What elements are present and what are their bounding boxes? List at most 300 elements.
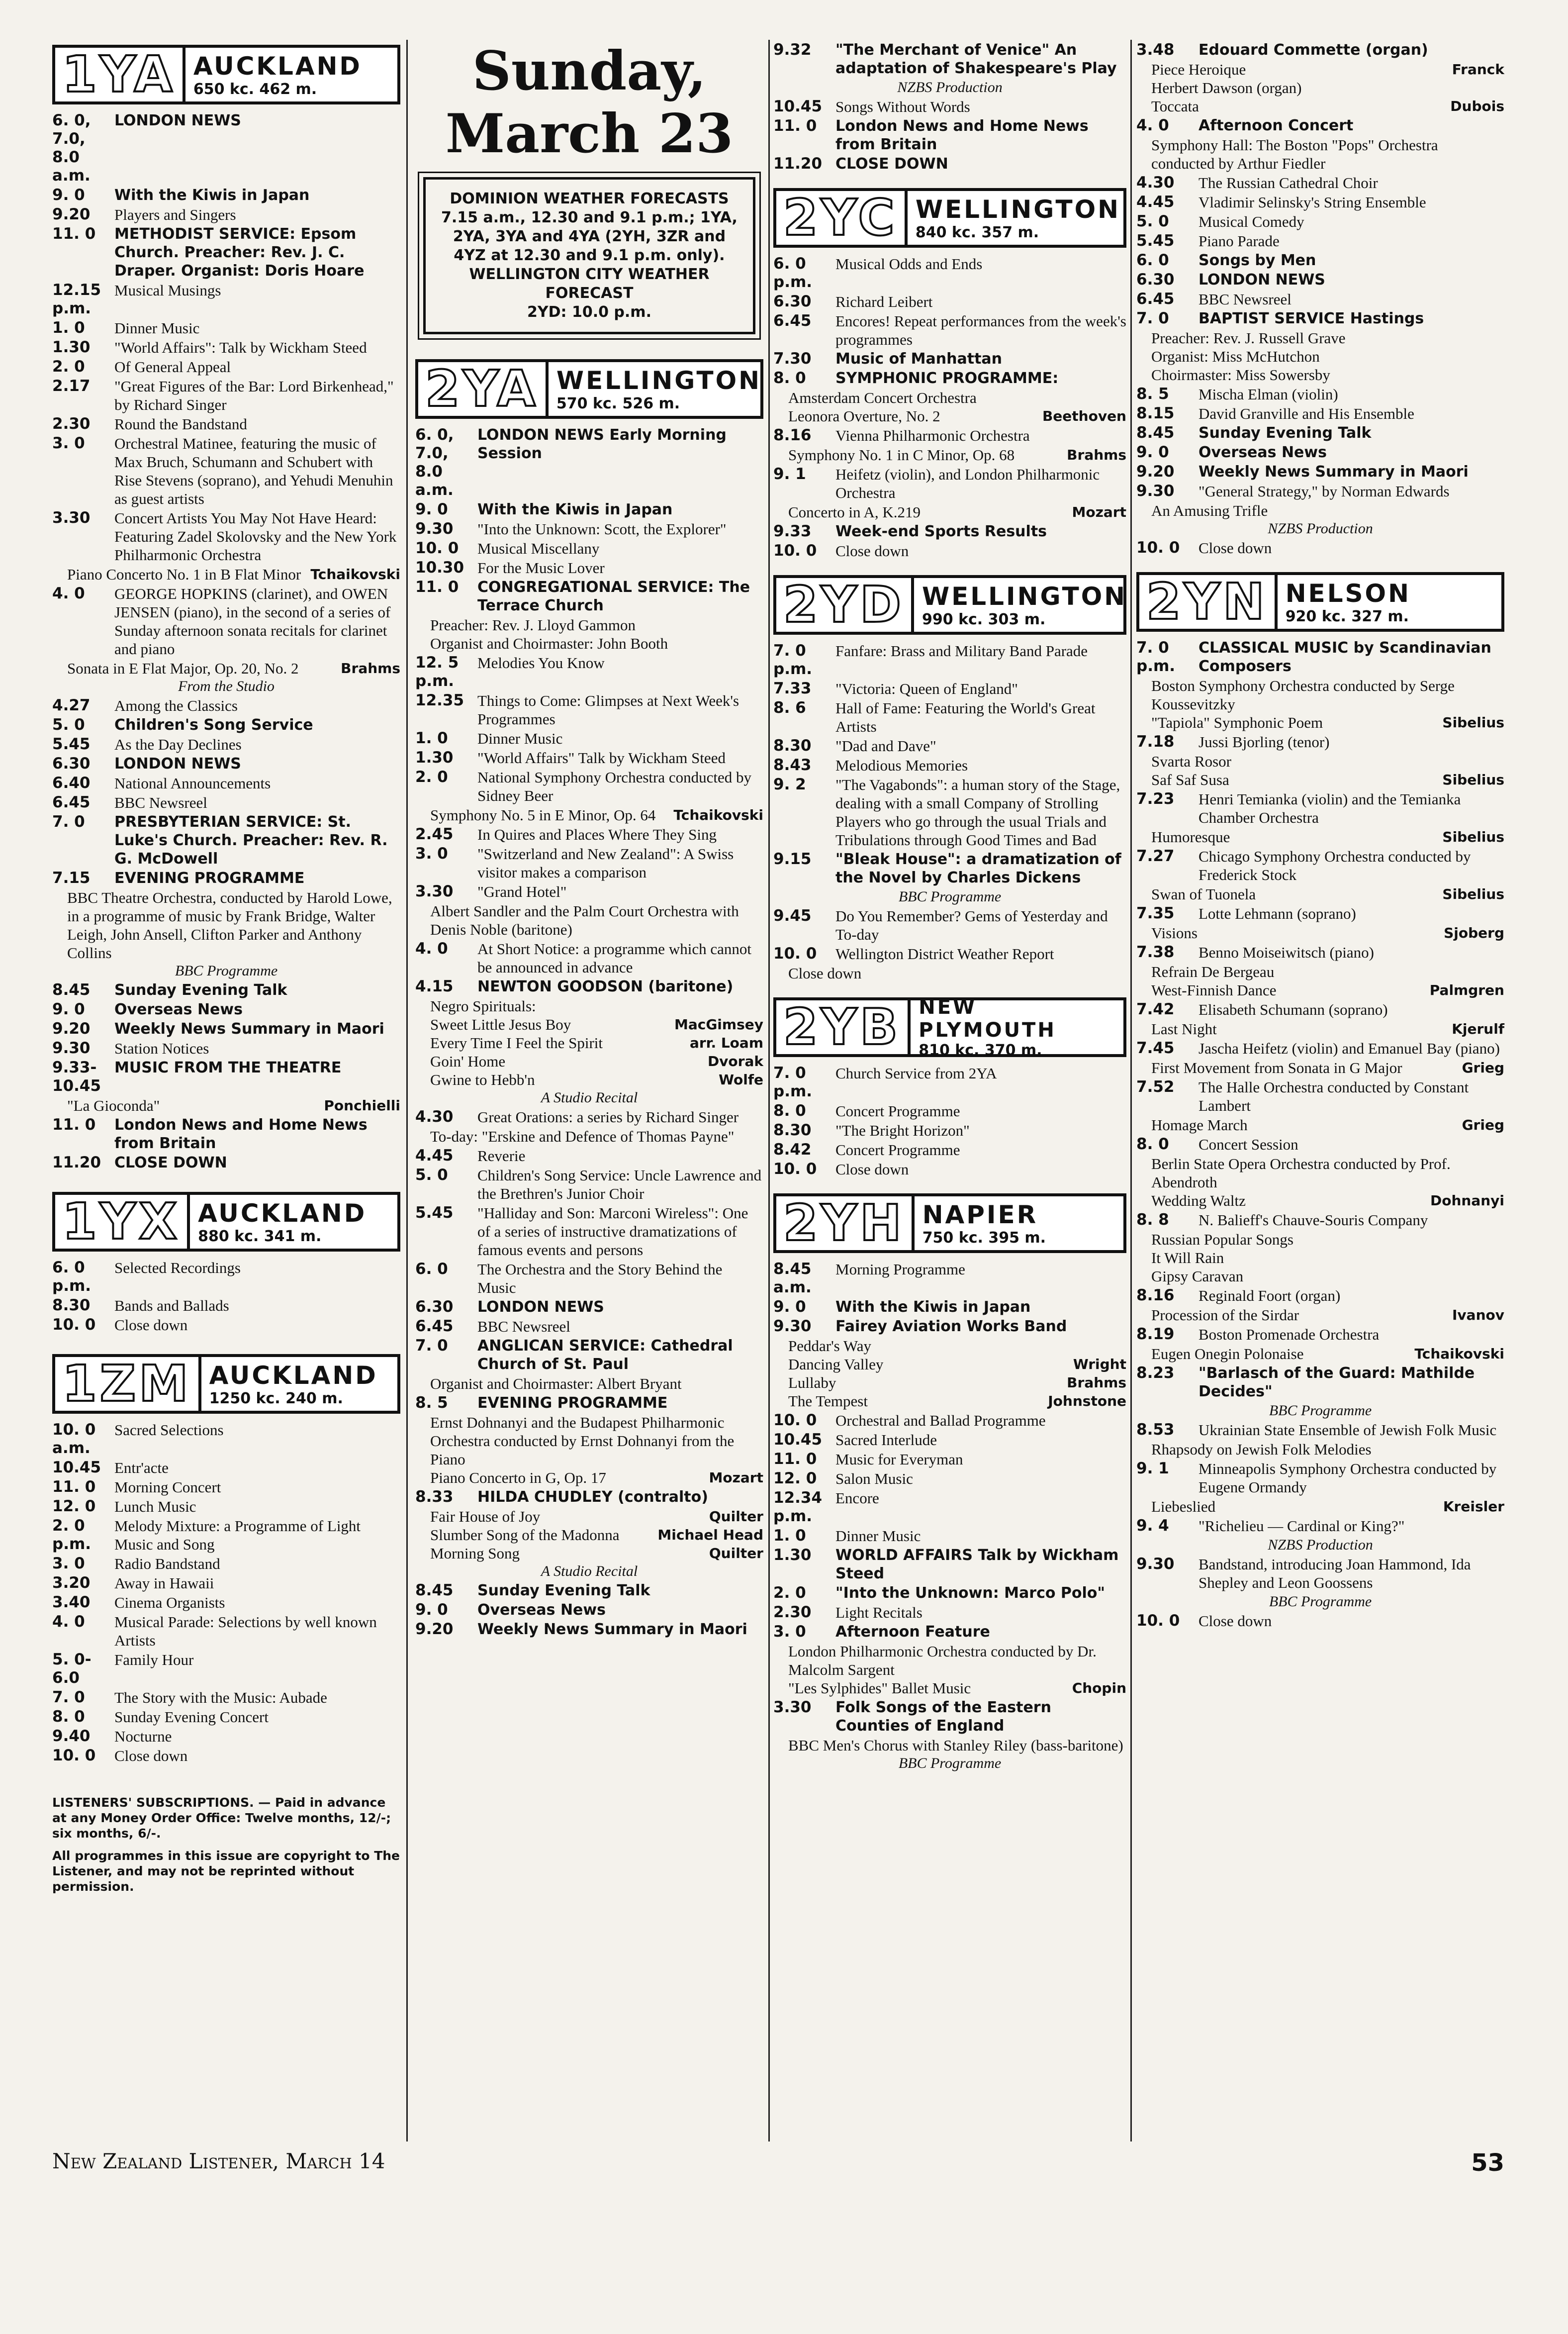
programme-title: Great Orations: a series by Richard Singer (477, 1108, 739, 1126)
programme-entry (773, 1102, 1126, 1120)
work-title: West-Finnish Dance (1151, 981, 1277, 999)
programme-title: "Great Figures of the Bar: Lord Birkenhead," by Richard Singer (114, 378, 394, 413)
programme-entry (52, 1259, 400, 1295)
programme-detail: An Amusing Trifle (1151, 502, 1268, 519)
page-title: Sunday, March 23 (445, 40, 734, 165)
programme-title: Music of Manhattan (835, 350, 1003, 368)
programme-time: 9. 0 (415, 500, 448, 518)
programme-time: 4.30 (1136, 174, 1175, 192)
programme-entry (52, 1593, 400, 1612)
programme-time: 8.30 (773, 1121, 812, 1139)
programme-title: LONDON NEWS (114, 755, 241, 773)
programme-time: 10. 0 (773, 1160, 817, 1178)
programme-entry (773, 465, 1126, 502)
work-title: Concerto in A, K.219 (788, 503, 921, 521)
programme-entry (52, 735, 400, 754)
musical-work (1136, 963, 1504, 981)
programme-time: 9. 2 (773, 776, 806, 793)
programme-time: 7.38 (1136, 943, 1175, 961)
programme-entry (415, 845, 763, 881)
programme-entry (415, 539, 763, 558)
station-header-2ya (415, 359, 763, 419)
programme-title: With the Kiwis in Japan (477, 501, 673, 518)
musical-work (773, 503, 1126, 521)
musical-work (415, 1034, 763, 1052)
programme-entry (415, 578, 763, 615)
work-composer: Sibelius (1442, 886, 1504, 902)
musical-work (52, 565, 400, 584)
production-note: BBC Programme (1269, 1593, 1372, 1610)
work-title: Fair House of Joy (430, 1508, 541, 1525)
programme-entry (415, 559, 763, 577)
musical-work (52, 659, 400, 678)
programme-time: 7. 0 (52, 1688, 85, 1706)
programme-time: 5. 0 (52, 716, 85, 734)
programme-time: 9. 1 (773, 465, 806, 483)
work-composer: Quilter (709, 1545, 763, 1561)
programme-entry (415, 1166, 763, 1203)
programme-time: 8. 5 (1136, 385, 1169, 403)
weather-forecast-box (423, 177, 755, 334)
programme-entry (52, 793, 400, 812)
programme-title: N. Balieff's Chauve-Souris Company (1199, 1211, 1428, 1229)
programme-time: 9.33 (773, 522, 812, 540)
programme-time: 9. 0 (1136, 443, 1169, 461)
programme-entry (415, 729, 763, 748)
programme-entry (415, 1298, 763, 1316)
programme-title: In Quires and Places Where They Sing (477, 826, 717, 843)
programme-title: Sunday Evening Talk (114, 981, 287, 999)
programme-title: Among the Classics (114, 697, 238, 714)
programme-time: 9.40 (52, 1727, 91, 1745)
station-city: NELSON (1285, 579, 1411, 608)
programme-time: 7.30 (773, 350, 812, 368)
programme-time: 1.30 (773, 1546, 812, 1564)
programme-entry (52, 434, 400, 508)
programme-title: WORLD AFFAIRS Talk by Wickham Steed (835, 1547, 1119, 1582)
programme-time: 8. 0 (773, 369, 806, 387)
programme-title: Boston Promenade Orchestra (1199, 1326, 1380, 1343)
station-header-1yx (52, 1192, 400, 1252)
programme-title: "Into the Unknown: Marco Polo" (835, 1584, 1106, 1602)
musical-work (415, 1052, 763, 1070)
programme-title: BBC Newsreel (1199, 291, 1291, 308)
programme-title: "The Bright Horizon" (835, 1122, 970, 1139)
programme-entry (1136, 385, 1504, 403)
programme-entry (1136, 424, 1504, 442)
programme-time: 9.20 (52, 205, 91, 223)
work-composer: Tchaikovski (310, 566, 400, 583)
programme-time: 7. 0 p.m. (773, 1064, 813, 1100)
programme-title: Weekly News Summary in Maori (1199, 463, 1469, 481)
programme-title: BAPTIST SERVICE Hastings (1199, 310, 1424, 327)
programme-title: Close down (1199, 1612, 1272, 1630)
work-title: Goin' Home (430, 1053, 506, 1070)
programme-time: 2. 0 (773, 1584, 806, 1602)
programme-title: "Barlasch of the Guard: Mathilde Decides" (1199, 1364, 1475, 1400)
programme-entry (1136, 232, 1504, 250)
programme-entry (52, 1708, 400, 1726)
programme-entry (773, 850, 1126, 887)
programme-entry (773, 1121, 1126, 1140)
station-callsign: 2YD (776, 578, 914, 632)
programme-entry (415, 882, 763, 901)
programme-entry (415, 768, 763, 805)
musical-work (415, 1070, 763, 1089)
programme-title: Church Service from 2YA (835, 1065, 997, 1082)
schedule-1zm (52, 1421, 400, 1765)
weather-body: 7.15 a.m., 12.30 and 9.1 p.m.; 1YA, 2YA, 3YA and 4YA (2YH, 3ZR and 4YZ at 12.30 and 9.1 p.m. only). (441, 209, 738, 264)
work-title: Saf Saf Susa (1151, 771, 1229, 788)
station-frequency: 570 kc. 526 m. (556, 394, 680, 412)
programme-title: With the Kiwis in Japan (835, 1298, 1031, 1316)
programme-entry (773, 369, 1126, 388)
work-title: Symphony No. 5 in E Minor, Op. 64 (430, 806, 656, 824)
programme-time: 8.42 (773, 1141, 812, 1159)
musical-work (415, 1468, 763, 1487)
programme-time: 5.45 (1136, 232, 1175, 250)
programme-time: 8.15 (1136, 404, 1175, 422)
schedule-2yh (773, 1260, 1126, 1772)
programme-entry (415, 1337, 763, 1373)
musical-work (1136, 1306, 1504, 1324)
programme-entry (415, 940, 763, 976)
programme-entry (773, 155, 1126, 173)
musical-work (415, 1526, 763, 1544)
musical-work (1136, 924, 1504, 942)
station-header-2yc (773, 188, 1126, 248)
column-1 (52, 40, 400, 1894)
programme-entry (1136, 482, 1504, 500)
work-title: Gwine to Hebb'n (430, 1071, 535, 1088)
production-note: BBC Programme (898, 888, 1002, 905)
programme-entry (1136, 251, 1504, 270)
station-frequency: 810 kc. 370 m. (919, 1041, 1042, 1059)
musical-work (1136, 1116, 1504, 1134)
programme-time: 7.33 (773, 680, 812, 697)
programme-title: "Grand Hotel" (477, 883, 567, 900)
work-title: Dancing Valley (788, 1356, 884, 1373)
work-composer: Wolfe (719, 1071, 763, 1088)
programme-time: 5. 0-6.0 (52, 1651, 92, 1687)
programme-title: Jussi Bjorling (tenor) (1199, 733, 1330, 751)
programme-title: The Story with the Music: Aubade (114, 1689, 327, 1706)
musical-work (773, 1337, 1126, 1355)
programme-title: GEORGE HOPKINS (clarinet), and OWEN JENSEN (piano), in the second of a series of Sunday afternoon sonata recitals for clarinet and piano (114, 585, 391, 658)
programme-title: Week-end Sports Results (835, 523, 1047, 540)
programme-entry (1136, 1039, 1504, 1058)
work-composer: Quilter (709, 1508, 763, 1525)
programme-title: Close down (1199, 539, 1272, 557)
programme-time: 9.33-10.45 (52, 1059, 101, 1095)
musical-work (1136, 885, 1504, 903)
programme-title: Weekly News Summary in Maori (114, 1020, 384, 1038)
programme-title: PRESBYTERIAN SERVICE: St. Luke's Church. Preacher: Rev. R. G. McDowell (114, 813, 388, 868)
programme-title: CLOSE DOWN (114, 1154, 227, 1171)
programme-time: 9.30 (52, 1039, 91, 1057)
column-rule (768, 40, 770, 2141)
programme-entry (52, 319, 400, 337)
programme-title: Do You Remember? Gems of Yesterday and To-day (835, 907, 1108, 943)
programme-title: Close down (114, 1747, 188, 1764)
work-title: Piano Concerto in G, Op. 17 (430, 1469, 606, 1486)
programme-title: Concert Artists You May Not Have Heard: Featuring Zadel Skolovsky and the New York Philharmonic Orchestra (114, 509, 397, 564)
programme-detail: Amsterdam Concert Orchestra (788, 389, 977, 406)
programme-title: Musical Miscellany (477, 540, 600, 557)
programme-title: Encore (835, 1489, 879, 1507)
work-composer: Ponchielli (324, 1097, 400, 1114)
programme-title: "World Affairs" Talk by Wickham Steed (477, 749, 726, 767)
programme-title: MUSIC FROM THE THEATRE (114, 1059, 342, 1076)
programme-entry (773, 907, 1126, 944)
programme-time: 10. 0 (415, 539, 459, 557)
musical-work (773, 446, 1126, 464)
station-header-2yb (773, 997, 1126, 1057)
programme-entry (415, 500, 763, 519)
programme-entry (773, 522, 1126, 541)
programme-title: "General Strategy," by Norman Edwards (1199, 483, 1450, 500)
station-callsign: 2YC (776, 191, 908, 245)
programme-time: 1.30 (52, 338, 91, 356)
column-rule (1130, 40, 1132, 2141)
programme-title: "Bleak House": a dramatization of the Novel by Charles Dickens (835, 851, 1121, 886)
programme-time: 9.15 (773, 850, 812, 868)
programme-time: 5. 0 (415, 1166, 448, 1184)
programme-entry (1136, 443, 1504, 462)
programme-entry (773, 1546, 1126, 1583)
programme-time: 10. 0 (1136, 1612, 1180, 1630)
programme-time: 10.30 (415, 559, 464, 577)
programme-title: Lunch Music (114, 1498, 196, 1515)
programme-entry (52, 1574, 400, 1592)
programme-entry (773, 680, 1126, 698)
programme-title: Songs Without Words (835, 98, 970, 115)
programme-time: 12. 0 (52, 1497, 96, 1515)
programme-title: Benno Moiseiwitsch (piano) (1199, 944, 1375, 961)
programme-detail: Organist and Choirmaster: John Booth (430, 635, 668, 652)
programme-title: Children's Song Service: Uncle Lawrence and the Brethren's Junior Choir (477, 1167, 762, 1202)
programme-title: London News and Home News from Britain (114, 1116, 368, 1152)
programme-detail: London Philharmonic Orchestra conducted by Dr. Malcolm Sargent (788, 1643, 1097, 1678)
programme-title: Henri Temianka (violin) and the Temianka Chamber Orchestra (1199, 790, 1461, 826)
work-title: Morning Song (430, 1545, 520, 1562)
musical-work (1136, 1059, 1504, 1077)
programme-time: 11. 0 (773, 117, 817, 135)
musical-work (52, 1096, 400, 1115)
programme-time: 3. 0 (415, 845, 448, 863)
programme-title: ANGLICAN SERVICE: Cathedral Church of St. Paul (477, 1337, 733, 1373)
programme-time: 3.30 (415, 882, 454, 900)
programme-time: 6.30 (773, 292, 812, 310)
programme-detail: Boston Symphony Orchestra conducted by Serge Koussevitzky (1151, 677, 1455, 713)
programme-time: 9.32 (773, 41, 812, 59)
programme-time: 8.30 (773, 737, 812, 755)
programme-detail: Close down (788, 965, 862, 982)
programme-entry (415, 977, 763, 996)
work-title: Symphony No. 1 in C Minor, Op. 68 (788, 446, 1015, 464)
programme-time: 6. 0 p.m. (52, 1259, 92, 1295)
work-title: Humoresque (1151, 828, 1230, 846)
programme-time: 4. 0 (1136, 116, 1169, 134)
programme-time: 10. 0 (52, 1747, 96, 1764)
column-rule (406, 40, 408, 2141)
programme-entry (1136, 733, 1504, 751)
programme-title: London News and Home News from Britain (835, 117, 1089, 153)
programme-entry (1136, 1135, 1504, 1154)
programme-entry (773, 642, 1126, 679)
programme-entry (773, 1527, 1126, 1545)
programme-title: LONDON NEWS Early Morning Session (477, 426, 727, 462)
station-callsign: 2YH (776, 1196, 915, 1250)
programme-detail: Ernst Dohnanyi and the Budapest Philharmonic Orchestra conducted by Ernst Dohnanyi from the Piano (430, 1414, 735, 1468)
programme-detail: Organist: Miss McHutchon (1151, 348, 1320, 365)
programme-entry (1136, 290, 1504, 308)
subscriptions-note: LISTENERS' SUBSCRIPTIONS. — Paid in advance at any Money Order Office: Twelve months, 12/-; six months, 6/-. (52, 1795, 391, 1841)
programme-entry (773, 255, 1126, 292)
programme-entry (415, 1581, 763, 1600)
programme-entry (52, 1517, 400, 1554)
work-title: Leonora Overture, No. 2 (788, 407, 940, 425)
work-title: Sonata in E Flat Major, Op. 20, No. 2 (67, 660, 299, 677)
musical-work (1136, 1191, 1504, 1210)
programme-title: Melodious Memories (835, 757, 968, 774)
programme-entry (773, 1489, 1126, 1526)
programme-title: CONGREGATIONAL SERVICE: The Terrace Church (477, 579, 750, 614)
programme-entry (52, 186, 400, 204)
schedule-1yx (52, 1259, 400, 1334)
programme-time: 7. 0 p.m. (1136, 639, 1176, 675)
musical-work (1136, 828, 1504, 846)
programme-time: 9.30 (1136, 1555, 1175, 1573)
programme-time: 9.30 (1136, 482, 1175, 500)
programme-time: 10.45 (773, 1431, 823, 1449)
programme-time: 9.20 (52, 1020, 91, 1038)
programme-entry (773, 737, 1126, 755)
production-note: A Studio Recital (541, 1563, 638, 1579)
work-title: Refrain De Bergeau (1151, 963, 1275, 980)
programme-time: 10. 0 (773, 1411, 817, 1429)
work-title: "Tapiola" Symphonic Poem (1151, 714, 1323, 731)
work-title: Homage March (1151, 1116, 1248, 1134)
work-composer: Grieg (1462, 1060, 1504, 1076)
programme-entry (1136, 1421, 1504, 1439)
programme-entry (52, 716, 400, 734)
station-callsign: 1YX (55, 1195, 190, 1249)
programme-title: For the Music Lover (477, 559, 605, 577)
programme-entry (52, 981, 400, 999)
programme-time: 10.45 (52, 1459, 101, 1476)
work-composer: Kreisler (1443, 1498, 1504, 1515)
programme-detail: Symphony Hall: The Boston "Pops" Orchestra conducted by Arthur Fiedler (1151, 136, 1438, 172)
programme-entry (52, 1688, 400, 1707)
station-city: NEW PLYMOUTH (919, 995, 1056, 1042)
programme-title: Sunday Evening Concert (114, 1708, 269, 1726)
programme-time: 4.27 (52, 696, 91, 714)
work-composer: Chopin (1072, 1680, 1126, 1696)
musical-work (1136, 752, 1504, 771)
work-composer: Kjerulf (1452, 1021, 1504, 1037)
programme-entry (1136, 212, 1504, 231)
programme-entry (52, 1154, 400, 1172)
programme-title: Mischa Elman (violin) (1199, 386, 1338, 403)
programme-title: Jascha Heifetz (violin) and Emanuel Bay (piano) (1199, 1040, 1500, 1057)
work-title: Slumber Song of the Madonna (430, 1526, 620, 1544)
programme-entry (1136, 463, 1504, 481)
programme-title: Concert Session (1199, 1136, 1298, 1153)
programme-entry (415, 1488, 763, 1506)
work-composer: Dohnanyi (1430, 1192, 1504, 1209)
programme-time: 3.30 (773, 1698, 812, 1716)
programme-time: 6.45 (773, 312, 812, 330)
programme-entry (1136, 271, 1504, 289)
programme-time: 3. 0 (52, 1555, 85, 1572)
programme-title: Family Hour (114, 1651, 194, 1668)
station-callsign: 2YN (1139, 575, 1278, 629)
programme-title: National Symphony Orchestra conducted by Sidney Beer (477, 769, 751, 804)
work-composer: Brahms (1067, 447, 1126, 463)
programme-entry (415, 1204, 763, 1259)
programme-title: Selected Recordings (114, 1259, 241, 1276)
station-frequency: 1250 kc. 240 m. (209, 1389, 343, 1407)
programme-entry (773, 1160, 1126, 1178)
production-note: NZBS Production (897, 79, 1003, 96)
page-footer (52, 2149, 1504, 2177)
programme-title: Richard Leibert (835, 293, 933, 310)
schedule-2yb (773, 1064, 1126, 1178)
programme-time: 5.45 (52, 735, 91, 753)
programme-entry (52, 1727, 400, 1746)
programme-entry (52, 1116, 400, 1153)
programme-title: "The Merchant of Venice" An adaptation of Shakespeare's Play (835, 41, 1117, 77)
programme-entry (1136, 1459, 1504, 1496)
programme-time: 9.20 (1136, 463, 1175, 481)
programme-time: 6. 0 (1136, 251, 1169, 269)
programme-entry (52, 1421, 400, 1458)
station-city: AUCKLAND (209, 1361, 378, 1390)
work-composer: Grieg (1462, 1117, 1504, 1133)
programme-entry (1136, 116, 1504, 135)
programme-time: 9.30 (773, 1317, 812, 1335)
programme-title: Station Notices (114, 1040, 209, 1057)
programme-entry (52, 1316, 400, 1334)
programme-title: BBC Newsreel (477, 1318, 570, 1335)
programme-title: LONDON NEWS (114, 112, 241, 129)
weather-city-heading: WELLINGTON CITY WEATHER FORECAST (469, 266, 710, 302)
programme-title: HILDA CHUDLEY (contralto) (477, 1488, 708, 1506)
programme-title: Melody Mixture: a Programme of Light Music and Song (114, 1517, 361, 1553)
work-composer: Franck (1452, 61, 1504, 78)
programme-title: Songs by Men (1199, 252, 1316, 269)
programme-entry (773, 1064, 1126, 1101)
station-header-1zm (52, 1354, 400, 1414)
programme-time: 8.23 (1136, 1364, 1175, 1382)
station-frequency: 990 kc. 303 m. (922, 610, 1046, 628)
programme-time: 8.45 (52, 981, 91, 999)
programme-title: Melodies You Know (477, 654, 605, 672)
programme-title: Fanfare: Brass and Military Band Parade (835, 642, 1088, 660)
work-composer: Tchaikovski (1414, 1346, 1504, 1362)
programme-title: SYMPHONIC PROGRAMME: (835, 370, 1059, 387)
programme-entry (415, 1260, 763, 1297)
programme-entry (52, 1059, 400, 1095)
programme-title: Orchestral Matinee, featuring the music of Max Bruch, Schumann and Schubert with Rise Stevens (soprano), and Yehudi Menuhin as guest artists (114, 435, 393, 507)
programme-entry (1136, 1286, 1504, 1305)
programme-entry (1136, 943, 1504, 962)
programme-title: Things to Come: Glimpses at Next Week's Programmes (477, 692, 739, 728)
programme-entry (52, 1000, 400, 1019)
programme-title: CLASSICAL MUSIC by Scandinavian Composers (1199, 639, 1491, 675)
musical-work (1136, 713, 1504, 732)
